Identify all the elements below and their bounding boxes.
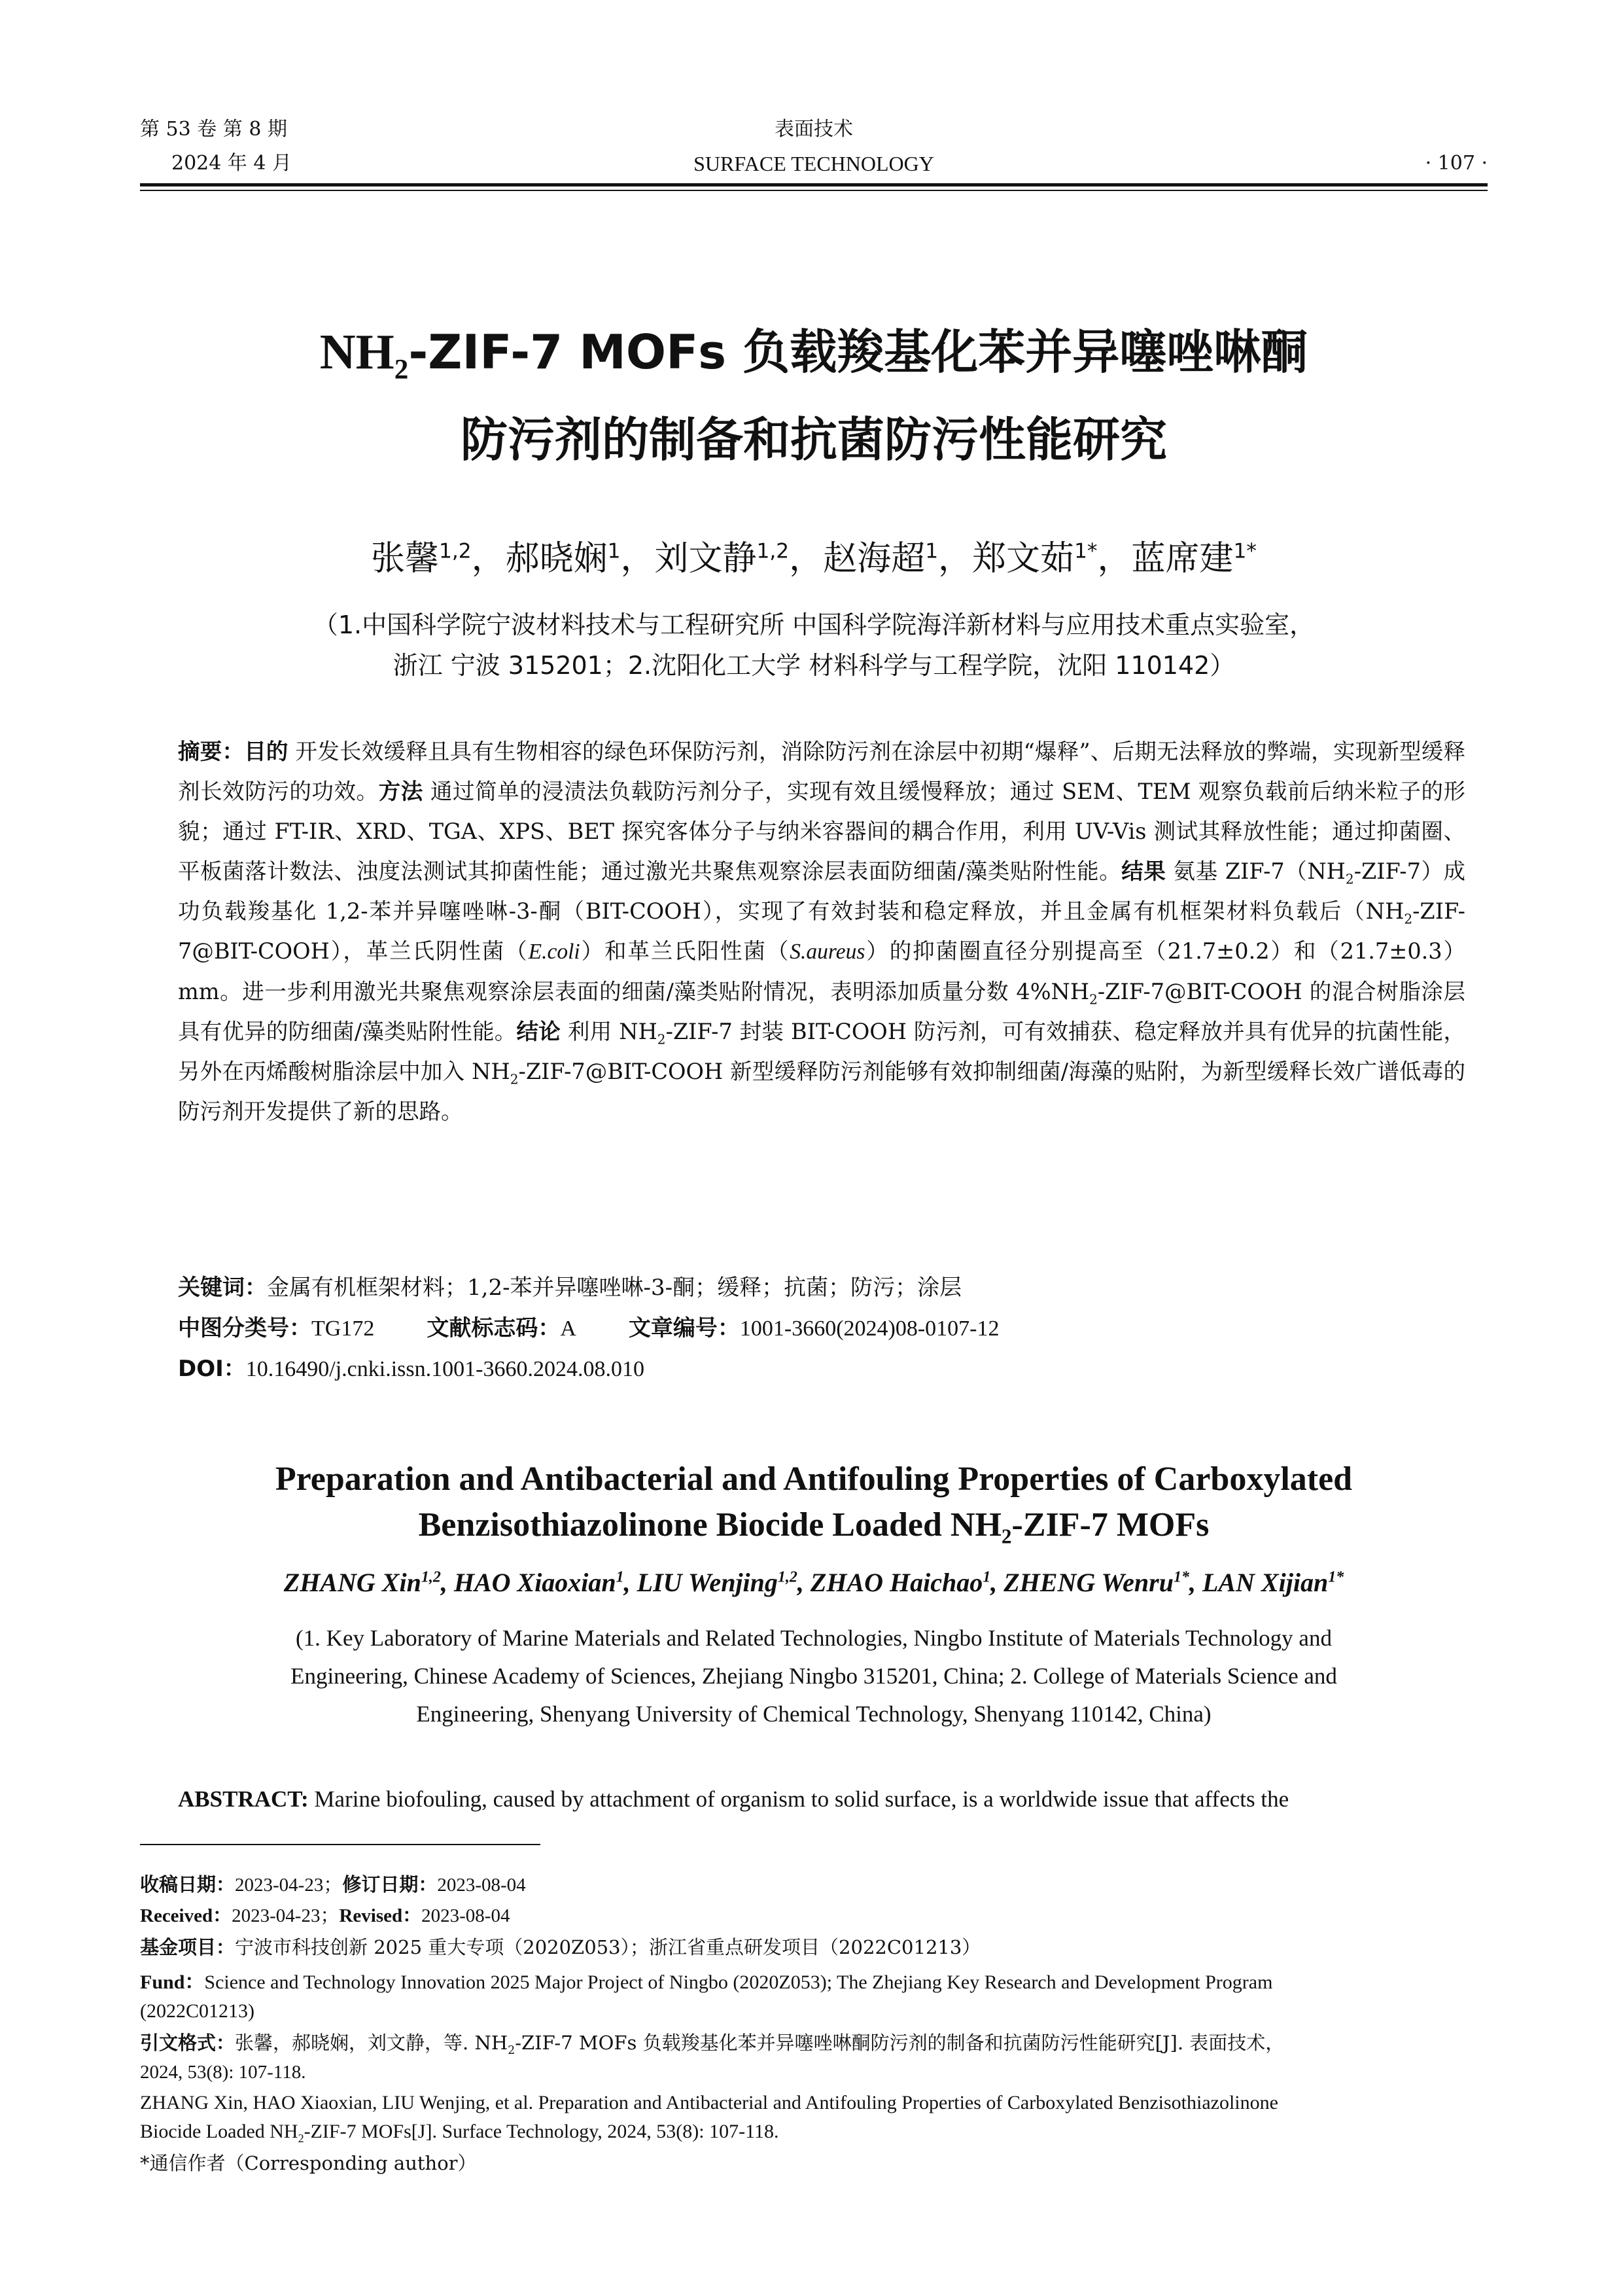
- footnote-fund-en: Fund：Science and Technology Innovation 2025 Major Project of Ningbo (2020Z053); The Zhejiang Key Research and Development Program (2022C01213): [140, 1971, 1273, 2022]
- cn-author-separator: ，: [471, 539, 506, 578]
- article-number: 1001-3660(2024)08-0107-12: [739, 1316, 1000, 1341]
- en-author-affiliation-mark: 1: [616, 1568, 624, 1586]
- footnote-received-en: Received：2023-04-23；Revised：2023-08-04: [140, 1905, 510, 1926]
- en-author-affiliation-mark: 1*: [1173, 1568, 1189, 1586]
- cn-author-separator: ，: [1097, 539, 1132, 578]
- header-date: 2024 年 4 月: [171, 152, 292, 175]
- abstract-label: 摘要：: [178, 739, 245, 764]
- conclusion-label: 结论: [516, 1019, 561, 1044]
- title-en-line1: Preparation and Antibacterial and Antifouling Properties of Carboxylated: [275, 1460, 1353, 1498]
- abstract-cn: 摘要：目的 开发长效缓释且具有生物相容的绿色环保防污剂，消除防污剂在涂层中初期“爆释”、后期无法释放的弊端，实现新型缓释剂长效防污的功效。方法 通过简单的浸渍法负载防污剂分子，实现有效且缓慢释放；通过 SEM、TEM 观察负载前后纳米粒子的形貌；通过 FT-IR、XRD、TGA、XPS、BET 探究客体分子与纳米容器间的耦合作用，利用 UV-Vis 测试其释放性能；通过抑菌圈、平板菌落计数法、浊度法测试其抑菌性能；通过激光共聚焦观察涂层表面防细菌/藻类贴附性能。结果 氨基 ZIF-$7(NH_2-ZIF-7)$成功负载羧基化 1,2-苯并异噻唑啉-3-酮（BIT-COOH），实现了有效封装和稳定释放，并且金属有机框架材料负载后$(NH_2-ZIF-7@BIT-COOH)$，革兰氏阴性菌（E.coli）和革兰氏阳性菌（S.aureus）的抑菌圈直径分别提高至（21.7±0.2）和（21.7±0.3）mm。进一步利用激光共聚焦观察涂层表面的细菌/藻类贴附情况，表明添加质量分数 $4\%NH_2-ZIF-7@BIT$-COOH 的混合树脂涂层具有优异的防细菌/藻类贴附性能。结论 利用 $NH_2-ZIF-7$ 封装 BIT-COOH 防污剂，可有效捕获、稳定释放并具有优异的抗菌性能，另外在丙烯酸树脂涂层中加入 $NH_2-ZIF-7@BIT$-COOH 新型缓释防污剂能够有效抑制细菌/海藻的贴附，为新型缓释长效广谱低毒的防污剂开发提供了新的思路。: [178, 739, 1466, 1124]
- keywords-line: 关键词：金属有机框架材料；1,2-苯并异噻唑啉-3-酮；缓释；抗菌；防污；涂层: [178, 1275, 962, 1301]
- en-author-name: ZHENG Wenru: [1003, 1568, 1174, 1597]
- keywords-text: 金属有机框架材料；1,2-苯并异噻唑啉-3-酮；缓释；抗菌；防污；涂层: [267, 1275, 962, 1301]
- doi-line: DOI：10.16490/j.cnki.issn.1001-3660.2024.08.010: [178, 1356, 644, 1382]
- en-author-separator: ,: [797, 1568, 811, 1597]
- title-cn-line2: 防污剂的制备和抗菌防污性能研究: [460, 412, 1167, 467]
- en-author-affiliation-mark: 1,2: [777, 1568, 797, 1586]
- en-author-separator: ,: [623, 1568, 637, 1597]
- header-volume-issue: 第 53 卷 第 8 期: [140, 118, 287, 141]
- en-author-name: LAN Xijian: [1202, 1568, 1329, 1597]
- en-author-separator: ,: [440, 1568, 454, 1597]
- purpose-text: 开发长效缓释且具有生物相容的绿色环保防污剂，消除防污剂在涂层中初期“爆释”、后期无法释放的弊端，实现新型缓释剂长效防污的功效。: [178, 739, 1466, 804]
- cn-author-separator: ，: [620, 539, 655, 578]
- result-label: 结果: [1121, 858, 1166, 884]
- abstract-en-label: ABSTRACT:: [178, 1786, 309, 1812]
- cn-author-affiliation-mark: 1,2: [756, 539, 790, 563]
- header-journal-en: SURFACE TECHNOLOGY: [693, 152, 934, 175]
- header-page-number: · 107 ·: [1425, 152, 1488, 175]
- header-journal-cn: 表面技术: [775, 118, 853, 141]
- cn-author-affiliation-mark: 1: [925, 539, 939, 563]
- footnote-citation-cn: 引文格式：张馨，郝晓娴，刘文静，等. $NH_2-ZIF-7$ MOFs 负载羧基化苯并异噻唑啉酮防污剂的制备和抗菌防污性能研究[J]. 表面技术， 2024, 53(8): 107-118.: [140, 2032, 1285, 2083]
- en-author-name: ZHANG Xin: [283, 1568, 421, 1597]
- cn-author-name: 张馨: [371, 539, 440, 578]
- abstract-en: [178, 1781, 1465, 1818]
- cn-author-name: 蓝席建: [1131, 539, 1234, 578]
- cn-author-affiliation-mark: 1*: [1074, 539, 1098, 563]
- cn-author-name: 赵海超: [823, 539, 926, 578]
- en-author-separator: ,: [990, 1568, 1004, 1597]
- affiliation-en-line2: Engineering, Chinese Academy of Sciences, Zhejiang Ningbo 315201, China; 2. College of Materials Science and: [290, 1663, 1337, 1689]
- method-label: 方法: [378, 779, 423, 804]
- affiliation-cn-line2: 浙江 宁波 315201；2.沈阳化工大学 材料科学与工程学院，沈阳 110142）: [393, 651, 1235, 680]
- footnote-received-cn: 收稿日期：2023-04-23；修订日期：2023-08-04: [140, 1873, 526, 1896]
- clc-number: TG172: [311, 1316, 375, 1341]
- header-rule-thin: [140, 190, 1488, 191]
- authors-cn: [140, 535, 1488, 582]
- en-author-name: HAO Xiaoxian: [453, 1568, 616, 1597]
- en-author-separator: ,: [1189, 1568, 1202, 1597]
- cn-author-affiliation-mark: 1,2: [439, 539, 472, 563]
- en-author-name: LIU Wenjing: [637, 1568, 778, 1597]
- cn-author-separator: ，: [938, 539, 973, 578]
- en-author-affiliation-mark: 1*: [1328, 1568, 1344, 1586]
- en-author-affiliation-mark: 1,2: [421, 1568, 441, 1586]
- footnote-rule: [140, 1844, 540, 1845]
- affiliation-en-line1: (1. Key Laboratory of Marine Materials and Related Technologies, Ningbo Institute of Materials Technology and: [296, 1625, 1332, 1651]
- affiliation-cn-line1: （1.中国科学院宁波材料技术与工程研究所 中国科学院海洋新材料与应用技术重点实验室，: [313, 610, 1315, 639]
- doi-value[interactable]: 10.16490/j.cnki.issn.1001-3660.2024.08.010: [245, 1357, 644, 1381]
- title-cn-line1: $NH_2-ZIF-7$ MOFs 负载羧基化苯并异噻唑啉酮: [319, 325, 1308, 385]
- authors-en: [140, 1564, 1488, 1602]
- cn-author-name: 郝晓娴: [505, 539, 608, 578]
- en-author-name: ZHAO Haichao: [810, 1568, 983, 1597]
- footnote-fund-cn: 基金项目：宁波市科技创新 2025 重大专项（2020Z053）；浙江省重点研发项目（2022C01213）: [140, 1936, 981, 1958]
- cn-author-affiliation-mark: 1: [607, 539, 621, 563]
- method-text: 通过简单的浸渍法负载防污剂分子，实现有效且缓慢释放；通过 SEM、TEM 观察负载前后纳米粒子的形貌；通过 FT-IR、XRD、TGA、XPS、BET 探究客体分子与纳米容器间的耦合作用，利用 UV-Vis 测试其释放性能；通过抑菌圈、平板菌落计数法、浊度法测试其抑菌性能；通过激光共聚焦观察涂层表面防细菌/藻类贴附性能。: [178, 779, 1466, 884]
- cn-author-separator: ，: [789, 539, 824, 578]
- en-author-affiliation-mark: 1: [983, 1568, 991, 1586]
- cn-author-name: 刘文静: [654, 539, 757, 578]
- classification-line: 中图分类号：TG172 文献标志码：A 文章编号：1001-3660(2024)08-0107-12: [178, 1315, 1000, 1341]
- cn-author-name: 郑文茹: [972, 539, 1075, 578]
- purpose-label: 目的: [244, 739, 288, 764]
- cn-author-affiliation-mark: 1*: [1233, 539, 1257, 563]
- title-en-line2: Benzisothiazolinone Biocide Loaded $NH_2-ZIF-7$ MOFs: [418, 1506, 1210, 1548]
- document-code: A: [560, 1316, 576, 1341]
- abstract-en-text: Marine biofouling, caused by attachment of organism to solid surface, is a worldwide issue that affects the: [308, 1786, 1289, 1812]
- footnote-corresponding: *通信作者（Corresponding author）: [140, 2152, 477, 2174]
- header-rule-thick: [140, 183, 1488, 186]
- affiliation-en-line3: Engineering, Shenyang University of Chemical Technology, Shenyang 110142, China): [416, 1701, 1212, 1727]
- footnote-citation-en: ZHANG Xin, HAO Xiaoxian, LIU Wenjing, et al. Preparation and Antibacterial and Antifouling Properties of Carboxylated Benzisothiazolinone Biocide Loaded $NH_2-ZIF-7$ MOFs[J]. Surface Technology, 2024, 53(8): 107-118.: [140, 2092, 1278, 2145]
